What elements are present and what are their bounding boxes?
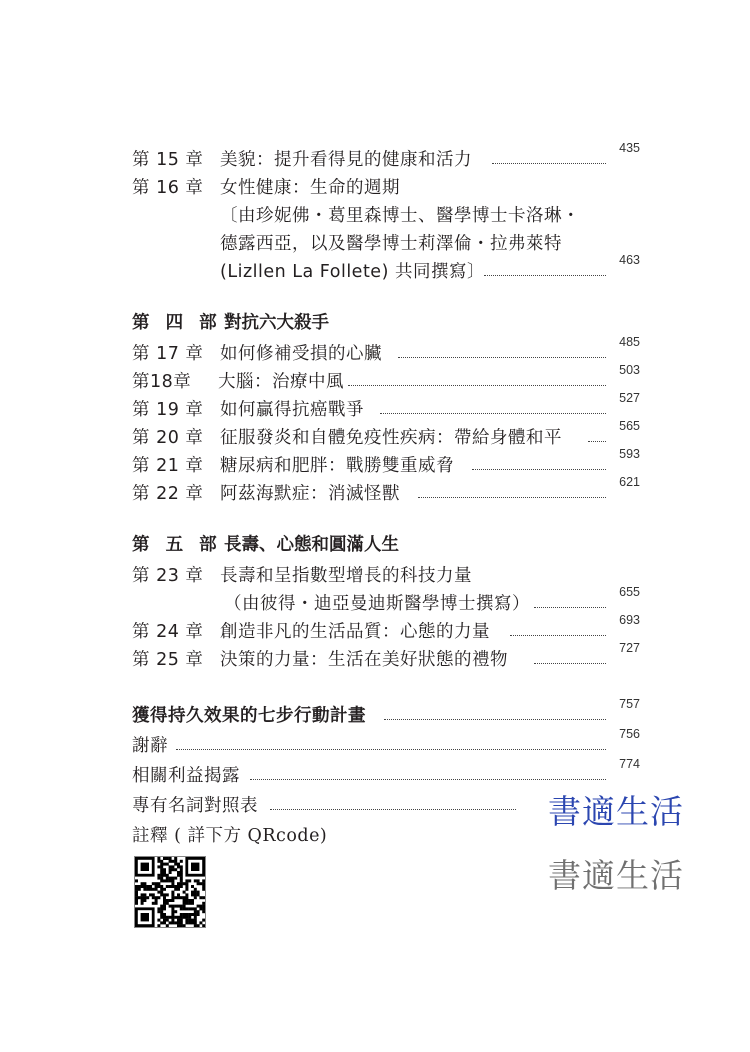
chapter-title: 如何贏得抗癌戰爭: [220, 400, 364, 420]
page-number: 655: [619, 585, 640, 599]
toc-entry-ch19[interactable]: [132, 391, 640, 423]
page-number: 757: [619, 697, 640, 711]
qr-code-icon: [135, 857, 205, 927]
chapter-number: 第 16 章: [132, 178, 204, 198]
leader-dots: [484, 275, 606, 276]
chapter-number: 第 23 章: [132, 566, 204, 586]
chapter-number: 第 15 章: [132, 150, 204, 170]
chapter-title: 大腦：治療中風: [218, 372, 344, 392]
section-title: 專有名詞對照表: [132, 796, 258, 816]
leader-dots: [348, 385, 606, 386]
leader-dots: [534, 607, 606, 608]
leader-dots: [418, 497, 606, 498]
chapter-title: 女性健康：生命的週期: [220, 178, 400, 198]
toc-entry-ch21[interactable]: [132, 447, 640, 479]
leader-dots: [250, 779, 606, 780]
toc-entry-ch23[interactable]: [132, 563, 640, 589]
part-heading-4: [132, 309, 640, 337]
chapter-title: 決策的力量：生活在美好狀態的禮物: [220, 650, 508, 670]
chapter-title: 如何修補受損的心臟: [220, 344, 382, 364]
page-number: 693: [619, 613, 640, 627]
toc-entry-ch16-line3: [132, 231, 640, 257]
watermark-blue: 書適生活: [548, 792, 684, 831]
leader-dots: [270, 809, 516, 810]
page-number: 503: [619, 363, 640, 377]
chapter-author-line: （由彼得・迪亞曼迪斯醫學博士撰寫）: [224, 594, 530, 614]
part-title: 長壽、心態和圓滿人生: [224, 535, 399, 555]
toc-entry-ch24[interactable]: [132, 613, 640, 645]
page-number: 565: [619, 419, 640, 433]
chapter-number: 第 22 章: [132, 484, 204, 504]
toc-entry-ch16-line4[interactable]: [132, 253, 640, 285]
page-number: 621: [619, 475, 640, 489]
chapter-number: 第 24 章: [132, 622, 204, 642]
chapter-number: 第 21 章: [132, 456, 204, 476]
leader-dots: [588, 441, 606, 442]
part-title: 對抗六大殺手: [224, 313, 329, 333]
page-number: 527: [619, 391, 640, 405]
chapter-author-line: (Lizllen La Follete) 共同撰寫〕: [220, 262, 485, 282]
leader-dots: [380, 413, 606, 414]
leader-dots: [472, 469, 606, 470]
watermark-gray: 書適生活: [548, 856, 684, 895]
chapter-author-line: 〔由珍妮佛・葛里森博士、醫學博士卡洛琳・: [220, 206, 580, 226]
toc-entry-seven-steps[interactable]: [132, 697, 640, 729]
page-number: 593: [619, 447, 640, 461]
toc-entry-ch16-line2: [132, 203, 640, 229]
page-number: 774: [619, 757, 640, 771]
part-heading-5: [132, 531, 640, 559]
chapter-number: 第 20 章: [132, 428, 204, 448]
chapter-number: 第 19 章: [132, 400, 204, 420]
toc-entry-ch16[interactable]: [132, 175, 640, 201]
leader-dots: [384, 719, 606, 720]
toc-entry-thanks[interactable]: [132, 727, 640, 759]
chapter-title: 美貌：提升看得見的健康和活力: [220, 150, 472, 170]
toc-entry-ch23-line2[interactable]: [132, 585, 640, 617]
section-title: 相關利益揭露: [132, 766, 240, 786]
notes-qr-code[interactable]: [134, 856, 206, 928]
chapter-title: 長壽和呈指數型增長的科技力量: [220, 566, 472, 586]
chapter-title: 征服發炎和自體免疫性疾病：帶給身體和平: [220, 428, 562, 448]
toc-entry-ch18[interactable]: [132, 363, 640, 395]
page-number: 485: [619, 335, 640, 349]
chapter-number: 第 17 章: [132, 344, 204, 364]
toc-entry-ch15[interactable]: [132, 141, 640, 173]
part-label: 第 五 部: [132, 535, 222, 555]
page-number: 435: [619, 141, 640, 155]
toc-entry-ch22[interactable]: [132, 475, 640, 507]
toc-entry-ch17[interactable]: [132, 335, 640, 367]
leader-dots: [176, 749, 606, 750]
page-number: 727: [619, 641, 640, 655]
page-number: 463: [619, 253, 640, 267]
chapter-author-line: 德露西亞，以及醫學博士莉澤倫・拉弗萊特: [220, 234, 562, 254]
leader-dots: [534, 663, 606, 664]
leader-dots: [492, 163, 606, 164]
chapter-title: 糖尿病和肥胖：戰勝雙重威脅: [220, 456, 454, 476]
part-label: 第 四 部: [132, 313, 222, 333]
section-title: 註釋 ( 詳下方 QRcode): [132, 826, 328, 846]
chapter-title: 阿茲海默症：消滅怪獸: [220, 484, 400, 504]
chapter-title: 創造非凡的生活品質：心態的力量: [220, 622, 490, 642]
chapter-number: 第 25 章: [132, 650, 204, 670]
leader-dots: [510, 635, 606, 636]
section-title: 獲得持久效果的七步行動計畫: [132, 706, 366, 726]
toc-entry-ch25[interactable]: [132, 641, 640, 673]
leader-dots: [398, 357, 606, 358]
toc-entry-ch20[interactable]: [132, 419, 640, 451]
page-number: 756: [619, 727, 640, 741]
chapter-number: 第18章: [132, 372, 192, 392]
section-title: 謝辭: [132, 736, 168, 756]
